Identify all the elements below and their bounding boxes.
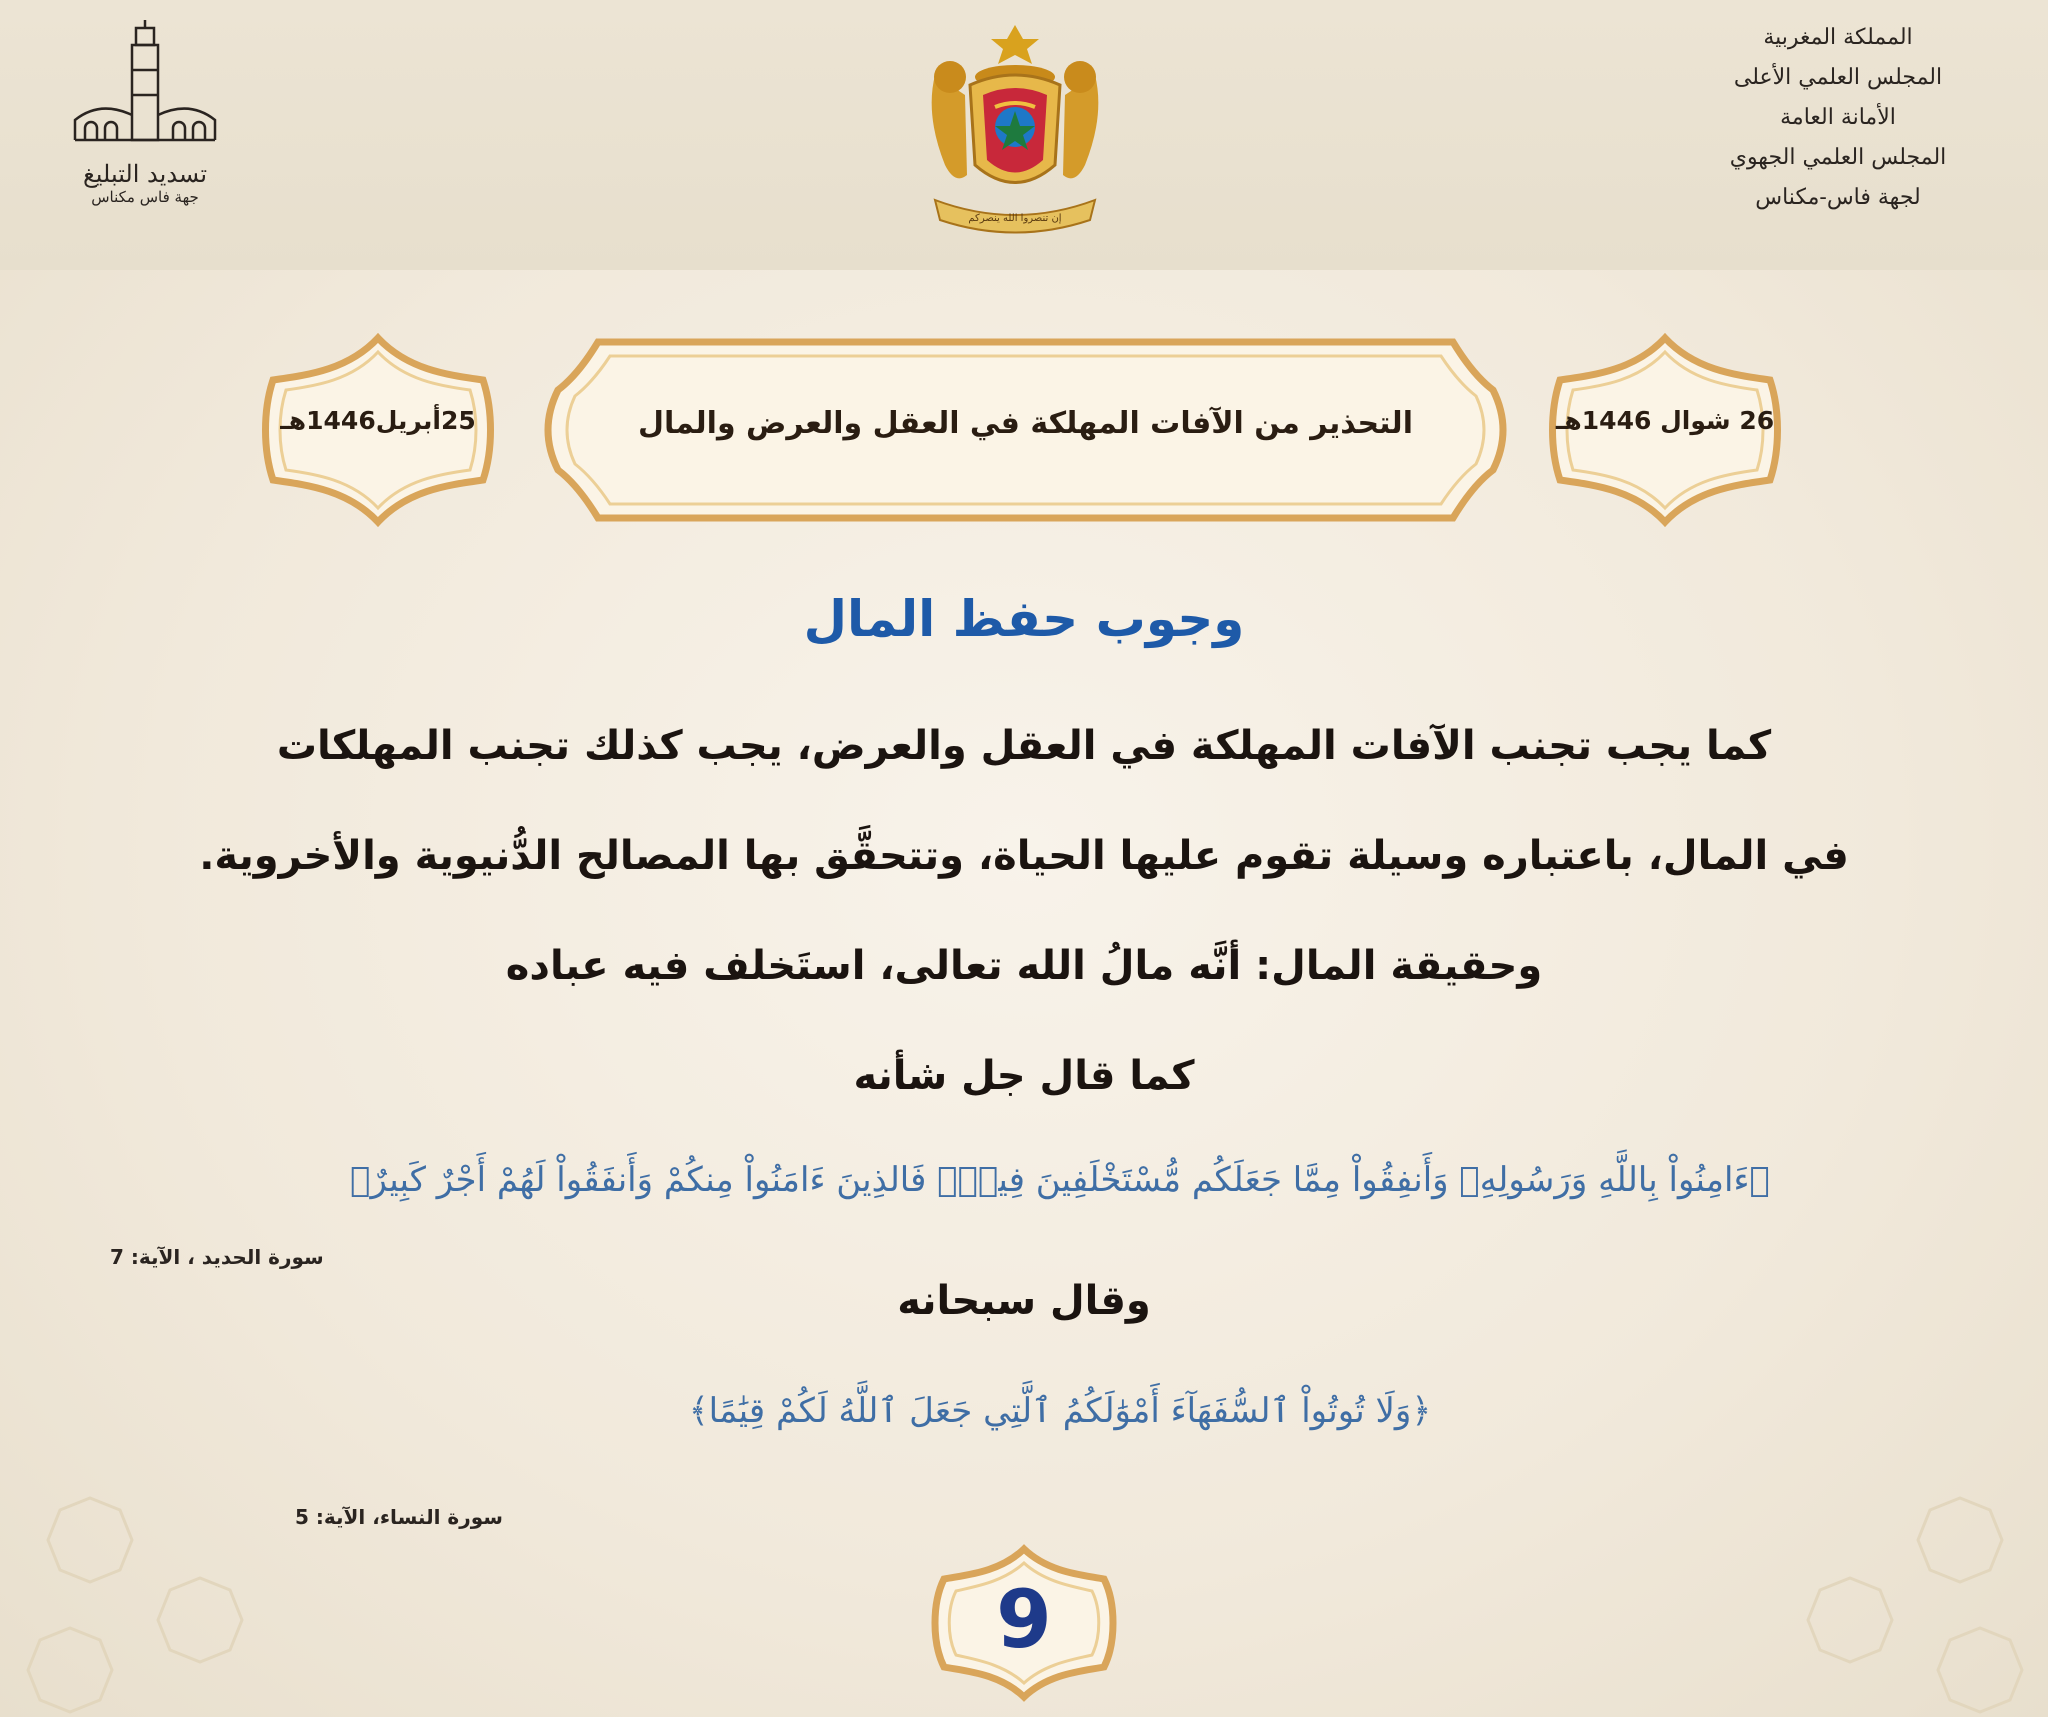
paragraph-line-3: وحقيقة المال: أنَّه مالُ الله تعالى، استَخلف فيه عباده (505, 943, 1543, 989)
tasdid-logo (55, 20, 235, 230)
paragraph-line-4: كما قال جل شأنه (853, 1053, 1195, 1099)
hijri-date: 26 شوال 1446هـ (1555, 406, 1775, 435)
org-line-secretariat: الأمانة العامة (1780, 105, 1896, 130)
gregorian-date: 25أبريل1446هـ (280, 406, 476, 435)
quran-verse-1: ﴿ءَامِنُواْ بِاللَّهِ وَرَسُولِهِۦ وَأَنفِقُواْ مِمَّا جَعَلَكُم مُّسْتَخْلَفِينَ فِيهِۖ فَالذِينَ ءَامَنُواْ مِنكُمْ وَأَنفَقُواْ لَهُمْ أَجْرٌ كَبِيرٌ﴾ (350, 1160, 1770, 1200)
verse-2-reference: سورة النساء، الآية: 5 (295, 1505, 503, 1529)
organization-lines (1678, 18, 1998, 218)
org-line-regional-council: المجلس العلمي الجهوي (1729, 145, 1947, 170)
paragraph-line-1: كما يجب تجنب الآفات المهلكة في العقل والعرض، يجب كذلك تجنب المهلكات (276, 723, 1772, 769)
title-banner (528, 330, 1523, 530)
verse-1-reference: سورة الحديد ، الآية: 7 (110, 1245, 324, 1269)
section-heading: وجوب حفظ المال (803, 590, 1245, 648)
hijri-date-badge (1525, 330, 1805, 530)
corner-ornament-left (0, 1450, 300, 1717)
org-line-region: لجهة فاس-مكناس (1755, 185, 1921, 210)
mosque-icon (70, 20, 220, 150)
gregorian-date-badge (238, 330, 518, 530)
tasdid-name: تسديد التبليغ (82, 160, 208, 188)
org-line-council: المجلس العلمي الأعلى (1733, 65, 1943, 90)
page-number-badge (924, 1543, 1124, 1703)
transition-text: وقال سبحانه (897, 1278, 1151, 1324)
org-line-country: المملكة المغربية (1763, 25, 1913, 50)
corner-ornament-right (1750, 1450, 2048, 1717)
crest-motto: إن تنصروا الله ينصركم (968, 213, 1062, 224)
paragraph-line-2: في المال، باعتباره وسيلة تقوم عليها الحياة، وتتحقَّق بها المصالح الدُّنيوية والأخروية. (199, 833, 1849, 879)
banner-title: التحذير من الآفات المهلكة في العقل والعرض والمال (638, 406, 1413, 441)
quran-verse-2: ﴿وَلَا تُوتُواْ ٱلسُّفَهَآءَ أَمْوَٰلَكُمُ ٱلَّتِي جَعَلَ ٱللَّهُ لَكُمْ قِيَٰمًا﴾ (688, 1391, 1432, 1431)
page-number: 9 (996, 1573, 1052, 1666)
coat-of-arms-icon (895, 15, 1135, 245)
tasdid-region: جهة فاس مكناس (91, 188, 199, 206)
